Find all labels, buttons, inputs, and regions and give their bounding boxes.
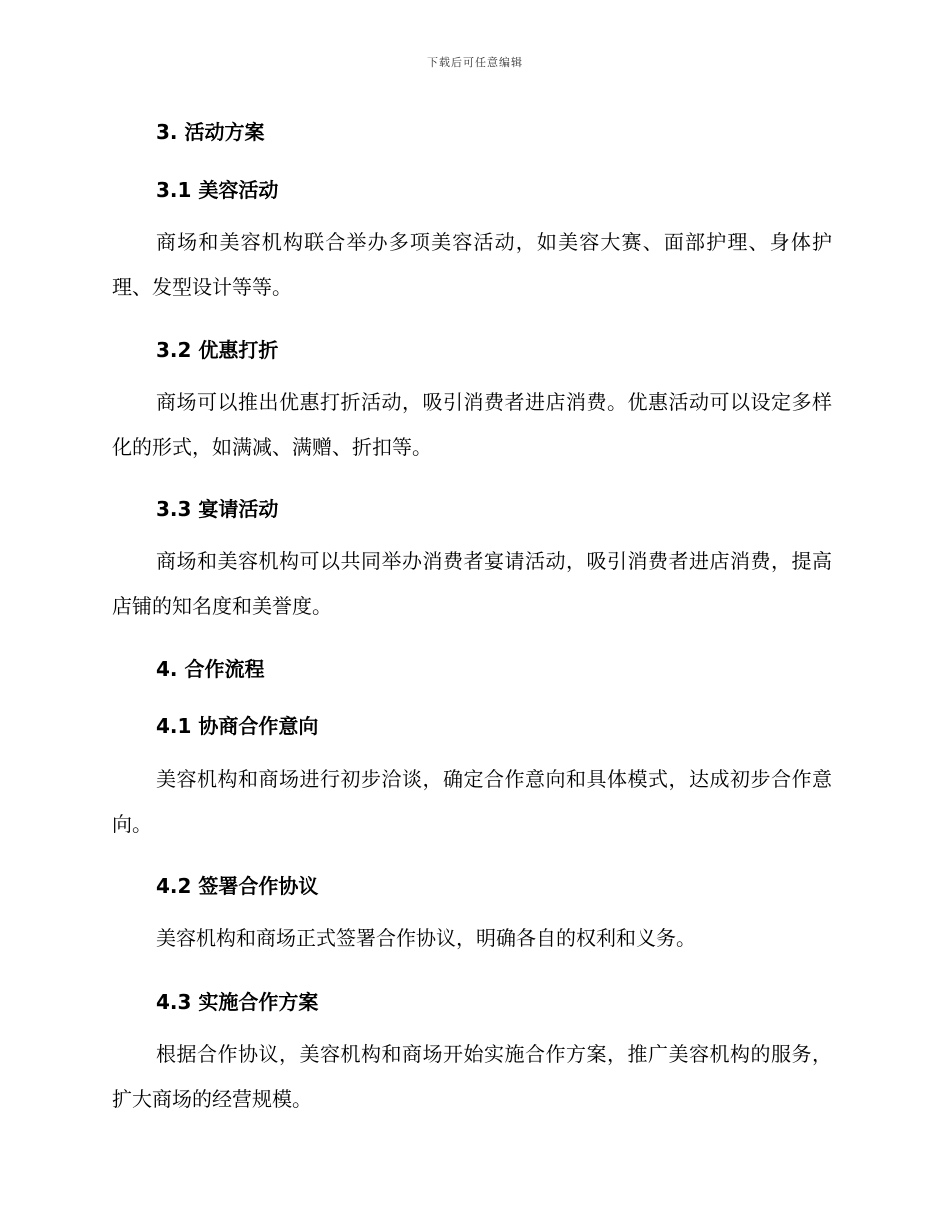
section-heading-3: 3. 活动方案: [156, 120, 265, 144]
paragraph-4-1: 美容机构和商场进行初步洽谈，确定合作意向和具体模式，达成初步合作意向。: [112, 767, 832, 836]
section-heading-4-3: 4.3 实施合作方案: [156, 990, 319, 1014]
page-header-note: 下载后可任意编辑: [427, 56, 523, 69]
paragraph-4-2: 美容机构和商场正式签署合作协议，明确各自的权利和义务。: [156, 926, 696, 950]
section-heading-4-1: 4.1 协商合作意向: [156, 714, 319, 738]
paragraph-4-3: 根据合作协议，美容机构和商场开始实施合作方案，推广美容机构的服务，扩大商场的经营规模。: [112, 1042, 832, 1111]
section-heading-3-1: 3.1 美容活动: [156, 178, 279, 202]
paragraph-3-1: 商场和美容机构联合举办多项美容活动，如美容大赛、面部护理、身体护理、发型设计等等。: [112, 230, 832, 299]
section-heading-4: 4. 合作流程: [156, 657, 265, 681]
section-heading-4-2: 4.2 签署合作协议: [156, 874, 319, 898]
section-heading-3-3: 3.3 宴请活动: [156, 497, 279, 521]
paragraph-3-3: 商场和美容机构可以共同举办消费者宴请活动，吸引消费者进店消费，提高店铺的知名度和美誉度。: [112, 549, 832, 618]
paragraph-3-2: 商场可以推出优惠打折活动，吸引消费者进店消费。优惠活动可以设定多样化的形式，如满减、满赠、折扣等。: [112, 390, 832, 459]
section-heading-3-2: 3.2 优惠打折: [156, 338, 279, 362]
